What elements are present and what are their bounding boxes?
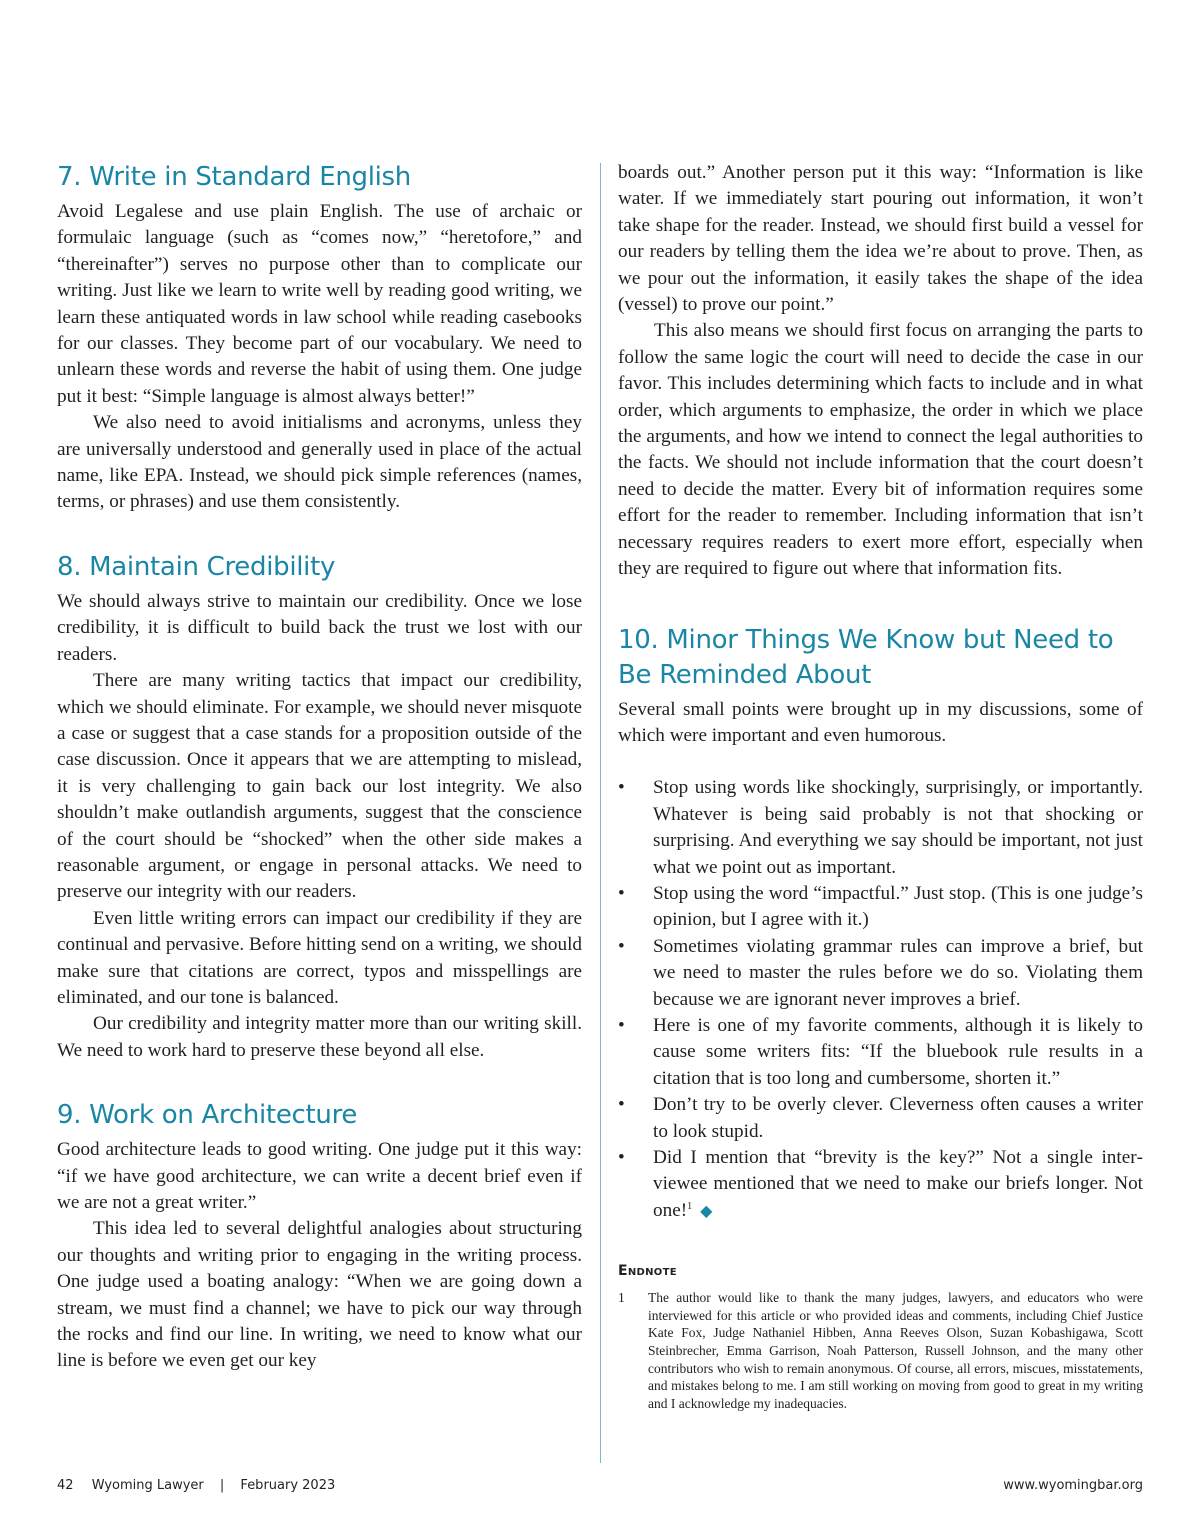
bullet-icon: • [618, 935, 625, 957]
section-10-heading: 10. Minor Things We Know but Need to Be Reminded About [618, 624, 1114, 690]
section-9-continued-paragraph-1: boards out.” Another person put it this way: “Information is like water. If we immediately start pouring out information, it won’t take shape for the reader. Instead, we should first build a vessel for our readers by telling them the idea we’re about to prove. Then, as we pour out the information, it easily takes the shape of the idea (vessel) to prove our point.” [618, 162, 1143, 316]
section-7-heading: 7. Write in Standard English [57, 162, 411, 192]
issue-date: February 2023 [240, 1478, 336, 1493]
website-link[interactable]: www.wyomingbar.org [1003, 1478, 1143, 1493]
endnote-heading: Endnote [618, 1263, 677, 1280]
list-item: • Stop using the word “impactful.” Just stop. (This is one judge’s opinion, but I agree with it.) [618, 882, 1143, 931]
footer-separator: | [219, 1478, 225, 1493]
tips-list [618, 775, 1143, 1225]
section-8-paragraph-4: Our credibility and integrity matter more than our writing skill. We need to work hard to preserve these beyond all else. [57, 1013, 582, 1061]
list-item: • Don’t try to be overly clever. Cleverness often causes a writer to look stupid. [618, 1094, 1143, 1142]
endnote-text: The author would like to thank the many judges, lawyers, and educators who were interviewed for this article or who provided ideas and comments, including Chief Justice Kate Fox, Judge Nathaniel Hibben, Anna Reeves Olson, Suzan Kobashigawa, Scott Steinbrecher, Emma Garrison, Noah Patterson, Russell Johnson, and the many other contributors who wish to remain anonymous. Of course, all errors, miscues, misstatements, and mistakes belong to me. I am still working on moving from good to great in my writing and I acknowledge my inadequacies. [648, 1290, 1143, 1411]
list-item: • Here is one of my favorite comments, although it is likely to cause some writers fits: “If the bluebook rule results in a citation that is too long and cumbersome, shorten it.” [618, 1014, 1143, 1089]
list-item: • Did I mention that “brevity is the key?” Not a single interviewee mentioned that we need to make our briefs longer. Not one!$^1$ ◆ [618, 1147, 1143, 1221]
column-divider [600, 163, 601, 1463]
right-column [618, 160, 1143, 1412]
endnote-number: 1 [618, 1290, 625, 1306]
endnote [618, 1289, 1143, 1412]
left-column [57, 160, 582, 1375]
section-9-paragraph-2: This idea led to several delightful analogies about structuring our thoughts and writing prior to engaging in the writing process. One judge used a boating analogy: “When we are going down a stream, we must find a channel; we have to pick our way through the rocks and find our line. In writing, we need to know what our line is before we even get our key [57, 1218, 582, 1372]
bullet-icon: • [618, 1014, 625, 1036]
bullet-icon: • [618, 1147, 625, 1168]
section-8-paragraph-3: Even little writing errors can impact our credibility if they are continual and pervasive. Before hitting send on a writing, we should make sure that citations are correct, typos and misspellings are eliminated, and our tone is balanced. [57, 907, 582, 1008]
list-item: • Stop using words like shockingly, surprisingly, or importantly. Whatever is being said probably is not that shocking or surprising. And everything we say should be important, not just what we point out as important. [618, 777, 1143, 878]
section-10-intro: Several small points were brought up in my discussions, some of which were important and even humorous. [618, 698, 1143, 746]
bullet-icon: • [618, 882, 625, 904]
section-8-paragraph-2: There are many writing tactics that impact our credibility, which we should eliminate. For example, we should never misquote a case or suggest that a case stands for a proposition outside of the case discussion. Once it appears that we are attempting to mislead, it is very challenging to gain back our lost integrity. We also shouldn’t make outlandish arguments, suggest that the conscience of the court should be “shocked” when the other side makes a reasonable argument, or engage in personal attacks. We need to preserve our integrity with our readers. [57, 670, 582, 903]
bullet-icon: • [618, 777, 625, 799]
section-8-paragraph-1: We should always strive to maintain our credibility. Once we lose credibility, it is difficult to build back the trust we lost with our readers. [57, 590, 582, 665]
section-9-paragraph-1: Good architecture leads to good writing. One judge put it this way: “if we have good architecture, we can write a decent brief even if we are not a great writer.” [57, 1139, 582, 1213]
section-7-paragraph-1: Avoid Legalese and use plain English. The use of archaic or formulaic language (such as “comes now,” “heretofore,” and “thereinafter”) serves no purpose other than to complicate our writing. Just like we learn to write well by reading good writing, we learn these antiquated words in law school while reading casebooks for our classes. They become part of our vocabulary. We need to unlearn these words and reverse the habit of using them. One judge put it best: “Simple language is almost always better!” [57, 201, 582, 407]
end-mark-diamond-icon: ◆ [700, 1202, 713, 1220]
page-number: 42 [57, 1478, 74, 1493]
list-item: • Sometimes violating grammar rules can improve a brief, but we need to master the rules before we do so. Violating them because we are ignorant never improves a brief. [618, 935, 1143, 1010]
section-9-heading: 9. Work on Architecture [57, 1100, 358, 1131]
page-footer [57, 1478, 1143, 1493]
section-8-heading: 8. Maintain Credibility [57, 551, 336, 582]
bullet-icon: • [618, 1094, 625, 1116]
endnote-reference[interactable]: 1 [687, 1200, 693, 1212]
section-7-paragraph-2: We also need to avoid initialisms and acronyms, unless they are universally understood and generally used in place of the actual name, like EPA. Instead, we should pick simple references (names, terms, or phrases) and use them consistently. [57, 412, 582, 513]
publication-name: Wyoming Lawyer [91, 1478, 204, 1493]
section-9-continued-paragraph-2: This also means we should first focus on arranging the parts to follow the same logic the court will need to decide the case in our favor. This includes determining which facts to include and in what order, which arguments to emphasize, the order in which we place the arguments, and how we intend to connect the legal authorities to the facts. We should not include information that the court doesn’t need to decide the matter. Every bit of information requires some effort for the reader to remember. Including information that isn’t necessary requires readers to exert more effort, especially when they are required to figure out where that information fits. [618, 320, 1143, 580]
